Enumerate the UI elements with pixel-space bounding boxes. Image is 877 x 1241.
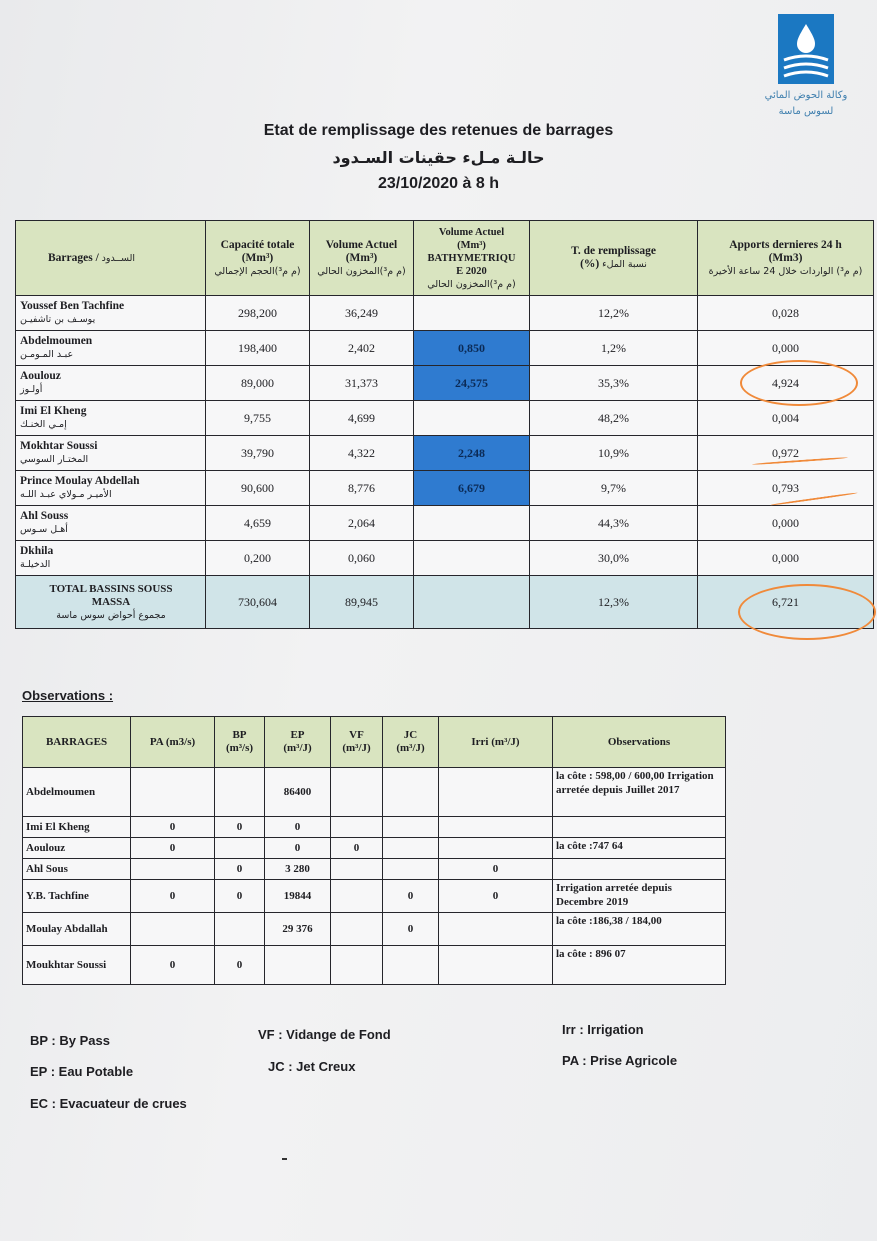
obs-note-cell: la côte : 896 07 [553, 946, 726, 985]
obs-header-jc-unit: (m³/J) [396, 742, 425, 754]
legend-ec: EC : Evacuateur de crues [30, 1096, 187, 1111]
obs-bp-cell: 0 [215, 817, 265, 838]
dam-name-fr: Aoulouz [20, 370, 61, 382]
obs-irri-cell: 0 [439, 859, 553, 880]
obs-irri-cell [439, 838, 553, 859]
apports-cell: 0,972 [698, 436, 874, 471]
header-apports-fr: Apports dernieres 24 h [729, 238, 842, 251]
table-row [16, 436, 874, 471]
header-volume [310, 221, 414, 296]
stray-mark [282, 1158, 287, 1160]
observations-row [23, 768, 726, 817]
agency-logo [752, 12, 860, 118]
observations-row [23, 859, 726, 880]
bathy-cell [414, 506, 530, 541]
obs-pa-cell: 0 [131, 946, 215, 985]
header-capacite-unit: (Mm³) [241, 251, 274, 264]
obs-ep-cell: 86400 [265, 768, 331, 817]
obs-header-barrages: BARRAGES [23, 717, 131, 768]
obs-note-cell: la côte : 598,00 / 600,00 Irrigation arretée depuis Juillet 2017 [553, 768, 726, 817]
obs-jc-cell [383, 859, 439, 880]
obs-ep-cell: 0 [265, 817, 331, 838]
obs-irri-cell [439, 913, 553, 946]
obs-note-cell: la côte :186,38 / 184,00 [553, 913, 726, 946]
obs-vf-cell [331, 859, 383, 880]
observations-row [23, 838, 726, 859]
report-date: 23/10/2020 à 8 h [378, 175, 499, 192]
obs-irri-cell [439, 946, 553, 985]
obs-header-vf-unit: (m³/J) [342, 742, 371, 754]
header-bathymetrique [414, 221, 530, 296]
observations-heading: Observations : [22, 688, 114, 703]
obs-dam-name: Moulay Abdallah [23, 913, 131, 946]
dam-name [16, 296, 206, 331]
obs-header-pa: PA (m3/s) [131, 717, 215, 768]
apports-cell: 4,924 [698, 366, 874, 401]
annotation-circle-aoulouz [740, 360, 858, 406]
obs-bp-cell: 0 [215, 859, 265, 880]
apports-cell: 0,000 [698, 331, 874, 366]
header-bathy-fr3: E 2020 [456, 265, 487, 277]
dam-name-fr: Mokhtar Soussi [20, 440, 98, 452]
volume-cell: 36,249 [310, 296, 414, 331]
dam-name-ar: أهـل سـوس [20, 524, 68, 535]
total-apports: 6,721 [698, 576, 874, 629]
dam-filling-table [15, 220, 874, 629]
header-bathy-fr2: BATHYMETRIQU [427, 252, 516, 264]
volume-cell: 0,060 [310, 541, 414, 576]
obs-dam-name: Imi El Kheng [23, 817, 131, 838]
obs-vf-cell [331, 768, 383, 817]
dam-name-fr: Youssef Ben Tachfine [20, 300, 125, 312]
obs-ep-cell [265, 946, 331, 985]
header-bathy-fr1: Volume Actuel [438, 226, 505, 238]
legend-vf: VF : Vidange de Fond [258, 1027, 391, 1042]
obs-header-ep-unit: (m³/J) [283, 742, 312, 754]
header-barrages-fr: Barrages / [48, 251, 99, 264]
capacite-cell: 89,000 [206, 366, 310, 401]
header-taux [530, 221, 698, 296]
annotation-circle-total [738, 584, 876, 640]
capacite-cell: 198,400 [206, 331, 310, 366]
total-label [16, 576, 206, 629]
volume-cell: 31,373 [310, 366, 414, 401]
page-title-fr: Etat de remplissage des retenues de barrages [263, 122, 614, 139]
taux-cell: 44,3% [530, 506, 698, 541]
obs-jc-cell [383, 817, 439, 838]
header-barrages-ar: الســدود [101, 252, 136, 264]
obs-ep-cell: 3 280 [265, 859, 331, 880]
legend-pa: PA : Prise Agricole [562, 1053, 678, 1068]
header-taux-ar: نسبة الملء [602, 259, 647, 270]
legend-jc: JC : Jet Creux [268, 1059, 356, 1074]
dam-name-ar: المختـار السوسي [20, 454, 89, 465]
capacite-cell: 90,600 [206, 471, 310, 506]
dam-name [16, 401, 206, 436]
obs-header-bp [215, 717, 265, 768]
table-row [16, 471, 874, 506]
obs-note-cell [553, 859, 726, 880]
obs-dam-name: Moukhtar Soussi [23, 946, 131, 985]
observations-row [23, 913, 726, 946]
obs-jc-cell: 0 [383, 880, 439, 913]
capacite-cell: 298,200 [206, 296, 310, 331]
table-row [16, 296, 874, 331]
table-header-row [16, 221, 874, 296]
taux-cell: 10,9% [530, 436, 698, 471]
table-row [16, 401, 874, 436]
dam-name-ar: الأميـر مـولاي عبـد اللـه [20, 489, 112, 500]
header-taux-fr: T. de remplissage [571, 245, 656, 257]
obs-header-bp-label: BP [232, 729, 247, 741]
agency-name-line2: لسوس ماسة [778, 106, 834, 117]
obs-note-cell: Irrigation arretée depuis Decembre 2019 [553, 880, 726, 913]
dam-name-ar: عبـد المـومـن [20, 349, 74, 360]
obs-bp-cell [215, 913, 265, 946]
legend-bp: BP : By Pass [30, 1033, 110, 1048]
obs-ep-cell: 0 [265, 838, 331, 859]
table-row [16, 506, 874, 541]
taux-cell: 12,2% [530, 296, 698, 331]
taux-cell: 48,2% [530, 401, 698, 436]
dam-name-fr: Abdelmoumen [20, 335, 93, 347]
header-volume-unit: (Mm³) [345, 251, 378, 264]
water-drop-hand-icon [776, 12, 836, 86]
obs-irri-cell [439, 768, 553, 817]
table-row [16, 331, 874, 366]
volume-cell: 4,699 [310, 401, 414, 436]
total-label-ar: مجموع أحواض سوس ماسة [56, 609, 166, 621]
dam-name [16, 366, 206, 401]
header-bathy-ar: (م م³)المخزون الحالي [427, 278, 516, 290]
table-row [16, 541, 874, 576]
obs-header-bp-unit: (m³/s) [225, 742, 254, 754]
obs-header-observations: Observations [553, 717, 726, 768]
obs-jc-cell [383, 838, 439, 859]
bathy-cell: 0,850 [414, 331, 530, 366]
header-volume-fr: Volume Actuel [325, 238, 398, 251]
obs-header-ep [265, 717, 331, 768]
obs-bp-cell [215, 838, 265, 859]
obs-irri-cell: 0 [439, 880, 553, 913]
bathy-cell: 6,679 [414, 471, 530, 506]
obs-bp-cell: 0 [215, 946, 265, 985]
observations-table [22, 716, 726, 985]
total-label-fr1: TOTAL BASSINS SOUSS [49, 582, 173, 595]
header-bathy-unit: (Mm³) [457, 239, 486, 251]
obs-irri-cell [439, 817, 553, 838]
taux-cell: 30,0% [530, 541, 698, 576]
apports-cell: 0,000 [698, 541, 874, 576]
bathy-cell: 2,248 [414, 436, 530, 471]
dam-name-ar: يوسـف بن تاشفيـن [20, 314, 96, 325]
volume-cell: 4,322 [310, 436, 414, 471]
agency-name-line1: وكالة الحوض المائي [764, 90, 848, 101]
dam-name-fr: Imi El Kheng [20, 405, 87, 417]
obs-pa-cell [131, 859, 215, 880]
obs-note-cell: la côte :747 64 [553, 838, 726, 859]
obs-header-jc-label: JC [403, 729, 418, 741]
volume-cell: 2,064 [310, 506, 414, 541]
obs-ep-cell: 29 376 [265, 913, 331, 946]
dam-name-fr: Dkhila [20, 545, 54, 557]
volume-cell: 2,402 [310, 331, 414, 366]
obs-jc-cell [383, 946, 439, 985]
obs-pa-cell: 0 [131, 817, 215, 838]
obs-dam-name: Abdelmoumen [23, 768, 131, 817]
obs-pa-cell [131, 768, 215, 817]
obs-header-jc [383, 717, 439, 768]
apports-cell: 0,004 [698, 401, 874, 436]
header-apports-unit: (Mm3) [768, 251, 803, 264]
header-capacite [206, 221, 310, 296]
page-title-ar: حالـة مـلء حقينات السـدود [332, 148, 545, 167]
capacite-cell: 39,790 [206, 436, 310, 471]
obs-jc-cell [383, 768, 439, 817]
obs-dam-name: Ahl Sous [23, 859, 131, 880]
obs-vf-cell: 0 [331, 838, 383, 859]
header-capacite-fr: Capacité totale [220, 238, 295, 251]
obs-bp-cell: 0 [215, 880, 265, 913]
dam-name-ar: الدخيلـة [20, 559, 51, 570]
dam-name [16, 331, 206, 366]
dam-name-ar: إمـي الخنـك [20, 419, 67, 430]
obs-bp-cell [215, 768, 265, 817]
dam-name-fr: Ahl Souss [20, 510, 69, 522]
obs-header-vf-label: VF [349, 729, 364, 741]
taux-cell: 1,2% [530, 331, 698, 366]
observations-row [23, 880, 726, 913]
observations-row [23, 817, 726, 838]
header-volume-ar: (م م³)المخزون الحالي [317, 265, 406, 277]
header-apports-ar: (م م³) الواردات خلال 24 ساعة الأخيرة [708, 265, 863, 277]
total-capacite: 730,604 [206, 576, 310, 629]
capacite-cell: 0,200 [206, 541, 310, 576]
obs-header-vf [331, 717, 383, 768]
dam-name [16, 541, 206, 576]
obs-note-cell [553, 817, 726, 838]
obs-vf-cell [331, 946, 383, 985]
obs-pa-cell [131, 913, 215, 946]
obs-dam-name: Y.B. Tachfine [23, 880, 131, 913]
total-taux: 12,3% [530, 576, 698, 629]
apports-cell: 0,000 [698, 506, 874, 541]
bathy-cell: 24,575 [414, 366, 530, 401]
capacite-cell: 9,755 [206, 401, 310, 436]
dam-name [16, 506, 206, 541]
apports-cell: 0,793 [698, 471, 874, 506]
obs-pa-cell: 0 [131, 880, 215, 913]
volume-cell: 8,776 [310, 471, 414, 506]
header-taux-unit: (%) [580, 258, 600, 270]
obs-vf-cell [331, 817, 383, 838]
dam-name-ar: أولـوز [20, 384, 43, 395]
taux-cell: 9,7% [530, 471, 698, 506]
capacite-cell: 4,659 [206, 506, 310, 541]
obs-dam-name: Aoulouz [23, 838, 131, 859]
total-bathy [414, 576, 530, 629]
taux-cell: 35,3% [530, 366, 698, 401]
dam-name [16, 436, 206, 471]
total-label-fr2: MASSA [91, 595, 131, 608]
observations-row [23, 946, 726, 985]
legend-ep: EP : Eau Potable [30, 1064, 134, 1079]
apports-cell: 0,028 [698, 296, 874, 331]
dam-name [16, 471, 206, 506]
obs-jc-cell: 0 [383, 913, 439, 946]
bathy-cell [414, 296, 530, 331]
header-apports [698, 221, 874, 296]
header-capacite-ar: (م م³)الحجم الإجمالي [214, 265, 301, 277]
total-volume: 89,945 [310, 576, 414, 629]
header-barrages [16, 221, 206, 296]
obs-ep-cell: 19844 [265, 880, 331, 913]
legend-irr: Irr : Irrigation [562, 1022, 644, 1037]
dam-name-fr: Prince Moulay Abdellah [20, 475, 140, 487]
obs-header-irri: Irri (m³/J) [439, 717, 553, 768]
bathy-cell [414, 401, 530, 436]
obs-vf-cell [331, 880, 383, 913]
observations-header-row [23, 717, 726, 768]
obs-pa-cell: 0 [131, 838, 215, 859]
obs-header-ep-label: EP [290, 729, 305, 741]
obs-vf-cell [331, 913, 383, 946]
bathy-cell [414, 541, 530, 576]
